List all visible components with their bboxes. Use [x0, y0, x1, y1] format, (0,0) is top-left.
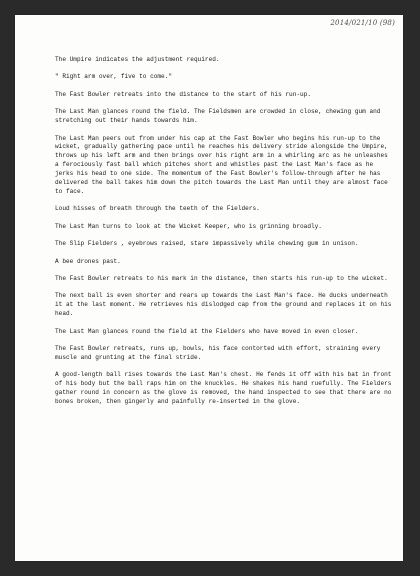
- paragraph: Loud hisses of breath through the teeth of the Fielders.: [55, 205, 260, 213]
- paragraph: The Last Man turns to look at the Wicket Keeper, who is grinning broadly.: [55, 222, 322, 230]
- paragraph: The Fast Bowler retreats to his mark in the distance, then starts his run-up to the wicket.: [55, 275, 388, 282]
- paragraph: " Right arm over, five to come.": [55, 73, 173, 81]
- paragraph: The Last Man glances round the field at the Fielders who have moved in even closer.: [55, 327, 359, 335]
- paragraph: The Umpire indicates the adjustment required.: [55, 56, 220, 63]
- paragraph: A bee drones past.: [55, 257, 121, 265]
- paragraph: The Last Man peers out from under his cap at the Fast Bowler who begins his run-up to the wicket, gradually gathering pace until he reaches his delivery stride alongside the Umpire, throws up his left arm and then brings over his right arm in a whirling arc as he unleashes a ferociously fast ball which pitches short and whistles past the Last Man's face as he jerks his head to one side. The momentum of the Fast Bowler's follow-through after he has delivered the ball takes him down the pitch towards the Last Man until they are almost face to face.: [55, 134, 388, 195]
- paragraph: The Slip Fielders , eyebrows raised, stare impassively while chewing gum in unison.: [55, 240, 359, 248]
- paragraph: The Fast Bowler retreats into the distance to the start of his run-up.: [55, 90, 311, 98]
- paragraph: A good-length ball rises towards the Last Man's chest. He fends it off with his bat in front of his body but the ball raps him on the knuckles. He shakes his hand ruefully. The Fielders gather round in concern as the glove is removed, the hand inspected to see that there are no bones broken, then gingerly and painfully re-inserted in the glove.: [55, 371, 392, 406]
- paragraph: The next ball is even shorter and rears up towards the Last Man's face. He ducks underneath it at the last moment. He retrieves his dislodged cap from the ground and replaces it on his head.: [55, 292, 392, 318]
- paragraph: The Fast Bowler retreats, runs up, bowls, his face contorted with effort, straining every muscle and grunting at the final stride.: [55, 345, 381, 361]
- script-body: [55, 56, 395, 415]
- typescript-page: [15, 15, 403, 561]
- archive-reference-annotation: 2014/021/10 (98): [330, 19, 395, 27]
- paragraph: The Last Man glances round the field. The Fieldsmen are crowded in close, chewing gum and stretching out their hands towards him.: [55, 108, 381, 125]
